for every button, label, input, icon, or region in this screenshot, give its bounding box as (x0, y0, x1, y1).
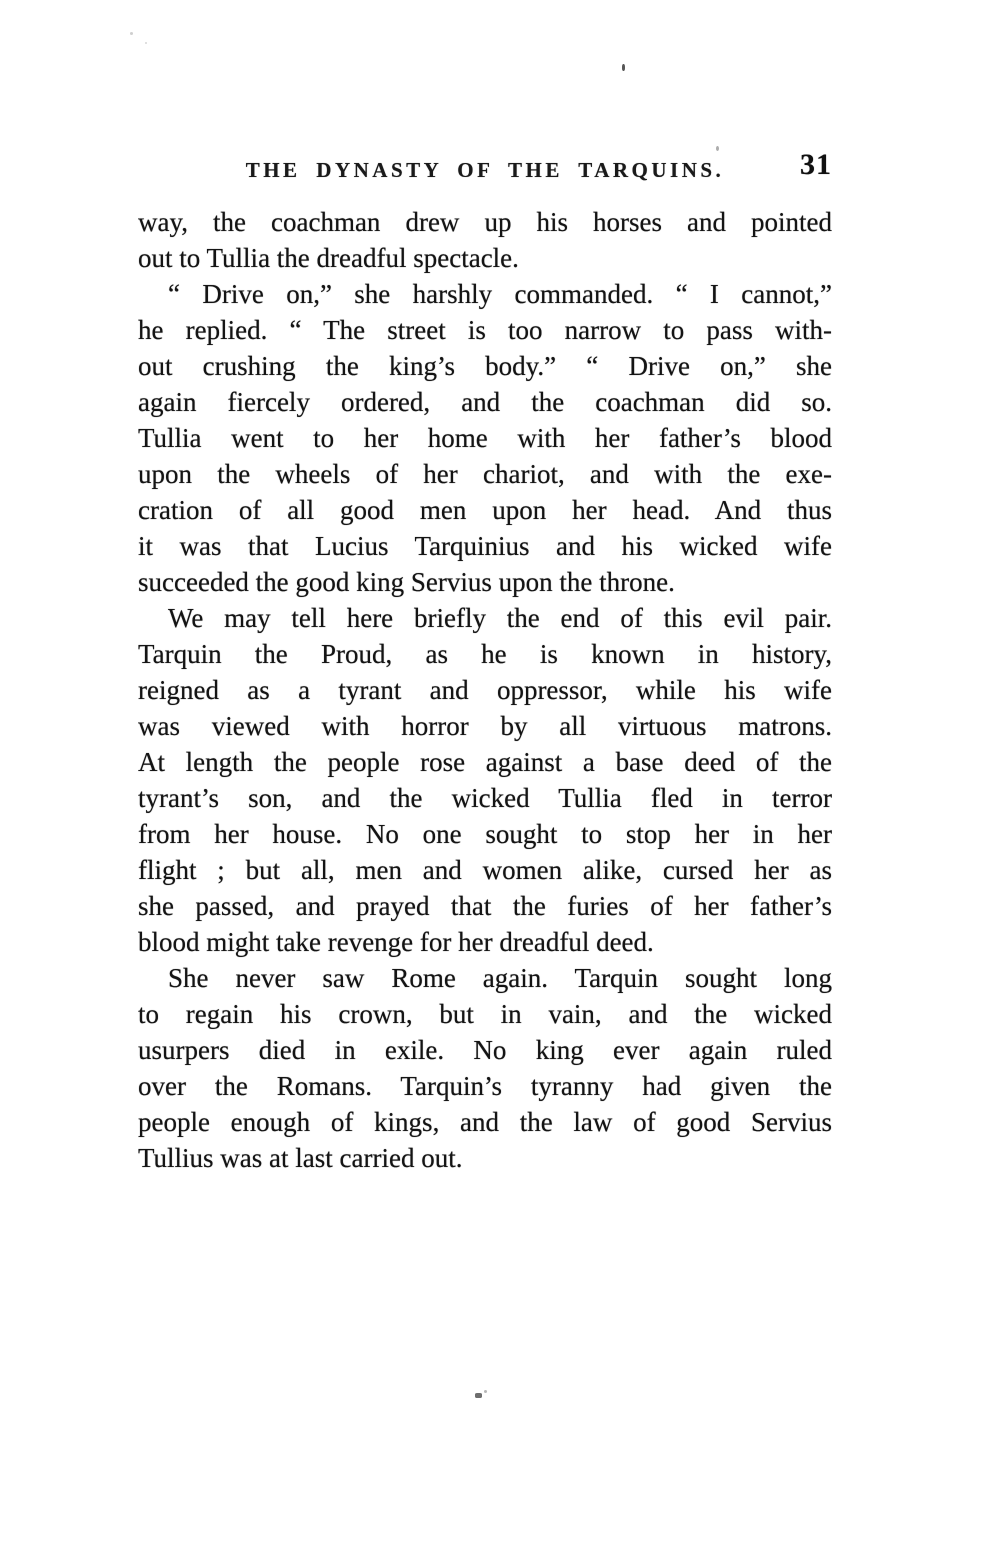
text-line: She never saw Rome again. Tarquin sought long (168, 963, 832, 993)
text-line: Tullia went to her home with her father’s blood (138, 423, 832, 453)
text-line: blood might take revenge for her dreadful deed. (138, 927, 654, 957)
text-line: tyrant’s son, and the wicked Tullia fled in terror (138, 783, 832, 813)
text-line: Tarquin the Proud, as he is known in history, (138, 639, 832, 669)
text-line: Tullius was at last carried out. (138, 1143, 463, 1173)
text-line: people enough of kings, and the law of good Servius (138, 1107, 832, 1137)
text-line: flight ; but all, men and women alike, cursed her as (138, 855, 832, 885)
scan-speck (475, 1393, 482, 1398)
text-line: reigned as a tyrant and oppressor, while his wife (138, 675, 832, 705)
scan-speck (622, 64, 625, 71)
text-line: he replied. “ The street is too narrow to pass with- (138, 315, 832, 345)
scan-speck (716, 146, 719, 151)
scan-speck (484, 1390, 487, 1393)
text-line: out crushing the king’s body.” “ Drive on,” she (138, 351, 832, 381)
text-line: to regain his crown, but in vain, and the wicked (138, 999, 832, 1029)
text-line: “ Drive on,” she harshly commanded. “ I cannot,” (168, 279, 832, 309)
text-line: usurpers died in exile. No king ever again ruled (138, 1035, 832, 1065)
text-line: from her house. No one sought to stop her in her (138, 819, 832, 849)
text-line: We may tell here briefly the end of this evil pair. (168, 603, 832, 633)
text-line: again fiercely ordered, and the coachman did so. (138, 387, 832, 417)
paragraph (138, 204, 832, 276)
running-header (138, 148, 832, 190)
text-line: over the Romans. Tarquin’s tyranny had given the (138, 1071, 832, 1101)
body-text (138, 204, 832, 1176)
text-line: was viewed with horror by all virtuous matrons. (138, 711, 832, 741)
text-line: it was that Lucius Tarquinius and his wicked wife (138, 531, 832, 561)
scan-speck (145, 42, 147, 44)
text-line: she passed, and prayed that the furies of her father’s (138, 891, 832, 921)
scan-speck (130, 32, 133, 35)
text-line: At length the people rose against a base deed of the (138, 747, 832, 777)
paragraph (138, 276, 832, 600)
paragraph (138, 960, 832, 1176)
text-line: way, the coachman drew up his horses and pointed (138, 207, 832, 237)
text-line: cration of all good men upon her head. And thus (138, 495, 832, 525)
chapter-title: THE DYNASTY OF THE TARQUINS. (245, 158, 725, 182)
paragraph (138, 600, 832, 960)
text-line: out to Tullia the dreadful spectacle. (138, 243, 519, 273)
text-line: upon the wheels of her chariot, and with the exe- (138, 459, 832, 489)
text-column (138, 148, 832, 1176)
text-line: succeeded the good king Servius upon the throne. (138, 567, 675, 597)
page-number: 31 (800, 148, 832, 181)
